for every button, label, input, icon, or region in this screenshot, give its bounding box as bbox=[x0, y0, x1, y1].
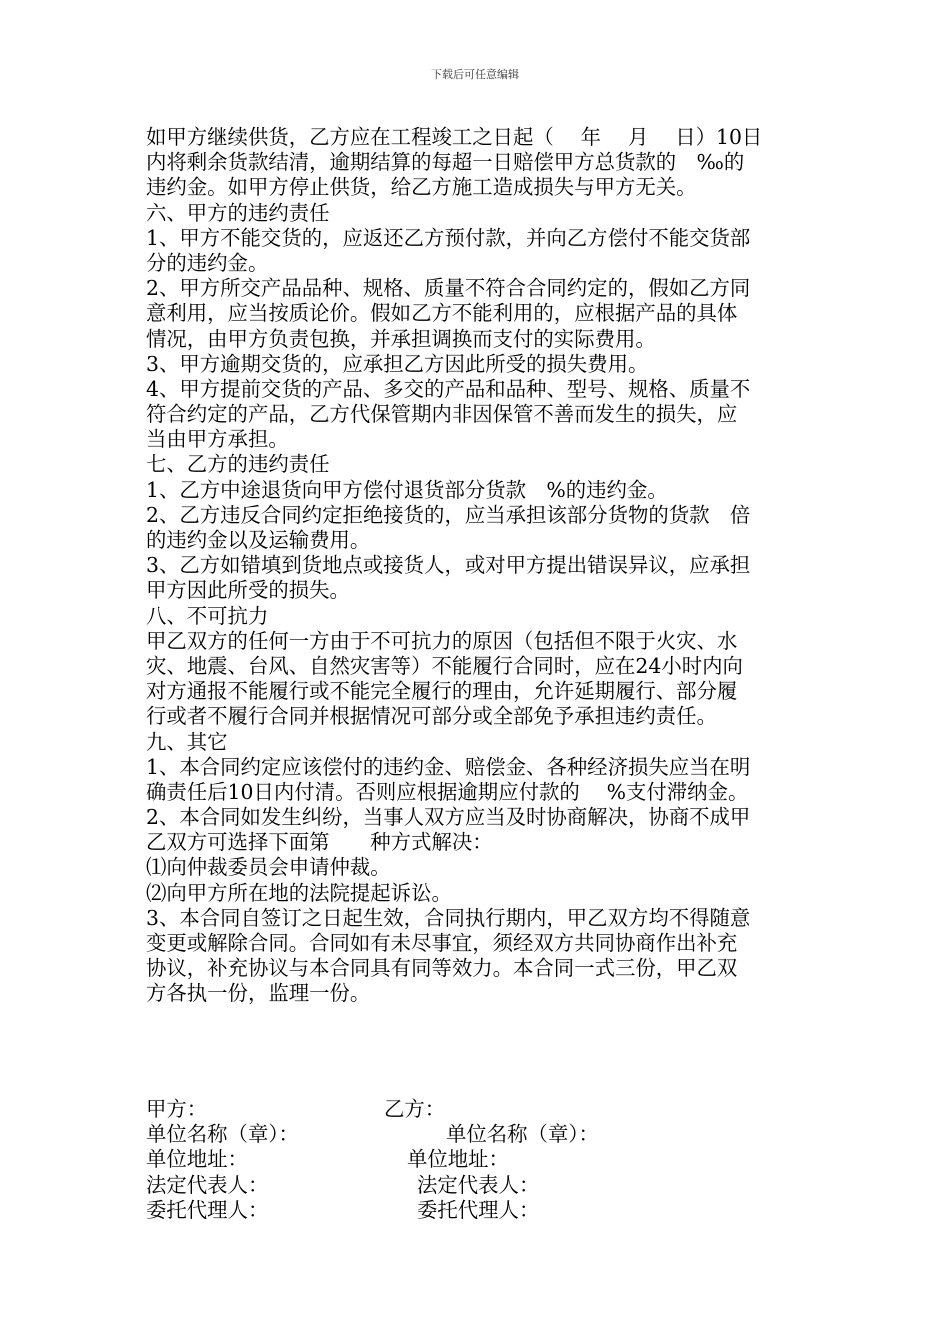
text-line: 八、不可抗力 bbox=[146, 603, 269, 628]
text-line: ⑵向甲方所在地的法院提起诉讼。 bbox=[146, 880, 452, 905]
text-line: 符合约定的产品，乙方代保管期内非因保管不善而发生的损失，应 bbox=[146, 402, 738, 427]
text-line: 意利用，应当按质论价。假如乙方不能利用的，应根据产品的具体 bbox=[146, 301, 738, 326]
legal-rep-row bbox=[146, 1173, 806, 1198]
text-line: 3、本合同自签订之日起生效，合同执行期内，甲乙双方均不得随意 bbox=[146, 905, 751, 930]
text-line: 4、甲方提前交货的产品、多交的产品和品种、型号、规格、质量不 bbox=[146, 376, 751, 401]
contract-body bbox=[146, 125, 806, 1007]
legal-rep-a-label: 法定代表人： bbox=[146, 1172, 269, 1197]
text-line: 的违约金以及运输费用。 bbox=[146, 528, 371, 552]
legal-rep-b-label: 法定代表人： bbox=[417, 1172, 540, 1197]
text-line: 行或者不履行合同并根据情况可部分或全部免予承担违约责任。 bbox=[146, 704, 717, 729]
party-a-label: 甲方： bbox=[146, 1097, 208, 1121]
agent-b-label: 委托代理人： bbox=[417, 1197, 540, 1222]
text-line: 1、乙方中途退货向甲方偿付退货部分货款 %的违约金。 bbox=[146, 477, 668, 502]
address-a-label: 单位地址： bbox=[146, 1147, 248, 1172]
unit-name-a-label: 单位名称（章）： bbox=[146, 1122, 299, 1147]
text-line: 确责任后10日内付清。否则应根据逾期应付款的 %支付滞纳金。 bbox=[146, 779, 749, 804]
agent-row bbox=[146, 1198, 806, 1223]
text-line: 分的违约金。 bbox=[146, 250, 269, 275]
text-line: 对方通报不能履行或不能完全履行的理由，允许延期履行、部分履 bbox=[146, 679, 738, 704]
text-line: 情况，由甲方负责包换，并承担调换而支付的实际费用。 bbox=[146, 326, 656, 351]
text-line: 协议，补充协议与本合同具有同等效力。本合同一式三份，甲乙双 bbox=[146, 956, 738, 981]
text-line: 如甲方继续供货，乙方应在工程竣工之日起（ 年 月 日）10日 bbox=[146, 125, 763, 149]
text-line: 当由甲方承担。 bbox=[146, 427, 289, 452]
text-line: 1、本合同约定应该偿付的违约金、赔偿金、各种经济损失应当在明 bbox=[146, 754, 751, 779]
text-line: 2、本合同如发生纠纷，当事人双方应当及时协商解决，协商不成甲 bbox=[146, 805, 751, 830]
unit-name-b-label: 单位名称（章）： bbox=[446, 1122, 599, 1147]
text-line: 乙双方可选择下面第 种方式解决： bbox=[146, 830, 493, 855]
text-line: 灾、地震、台风、自然灾害等）不能履行合同时，应在24小时内向 bbox=[146, 653, 743, 678]
text-line: 2、乙方违反合同约定拒绝接货的，应当承担该部分货物的货款 倍 bbox=[146, 502, 751, 527]
text-line: 3、甲方逾期交货的，应承担乙方因此所受的损失费用。 bbox=[146, 351, 649, 376]
text-line: 六、甲方的违约责任 bbox=[146, 200, 330, 225]
text-line: 违约金。如甲方停止供货，给乙方施工造成损失与甲方无关。 bbox=[146, 175, 697, 200]
page-header: 下载后可任意编辑 bbox=[431, 68, 519, 81]
text-line: 1、甲方不能交货的，应返还乙方预付款，并向乙方偿付不能交货部 bbox=[146, 225, 751, 250]
text-line: 七、乙方的违约责任 bbox=[146, 452, 330, 477]
text-line: 方各执一份，监理一份。 bbox=[146, 981, 371, 1006]
party-b-label: 乙方： bbox=[384, 1097, 446, 1121]
text-line: 内将剩余货款结清，逾期结算的每超一日赔偿甲方总货款的 ‰的 bbox=[146, 150, 745, 175]
text-line: 甲方因此所受的损失。 bbox=[146, 578, 350, 603]
text-line: 九、其它 bbox=[146, 729, 228, 754]
unit-name-row bbox=[146, 1122, 806, 1147]
agent-a-label: 委托代理人： bbox=[146, 1197, 269, 1222]
party-row bbox=[146, 1097, 806, 1122]
address-row bbox=[146, 1147, 806, 1172]
text-line: 3、乙方如错填到货地点或接货人，或对甲方提出错误异议，应承担 bbox=[146, 553, 751, 578]
text-line: ⑴向仲裁委员会申请仲裁。 bbox=[146, 855, 391, 880]
signature-block bbox=[146, 1097, 806, 1223]
text-line: 甲乙双方的任何一方由于不可抗力的原因（包括但不限于火灾、水 bbox=[146, 628, 738, 653]
text-line: 变更或解除合同。合同如有未尽事宜，须经双方共同协商作出补充 bbox=[146, 931, 738, 955]
text-line: 2、甲方所交产品品种、规格、质量不符合合同约定的，假如乙方同 bbox=[146, 276, 751, 301]
address-b-label: 单位地址： bbox=[407, 1147, 509, 1172]
